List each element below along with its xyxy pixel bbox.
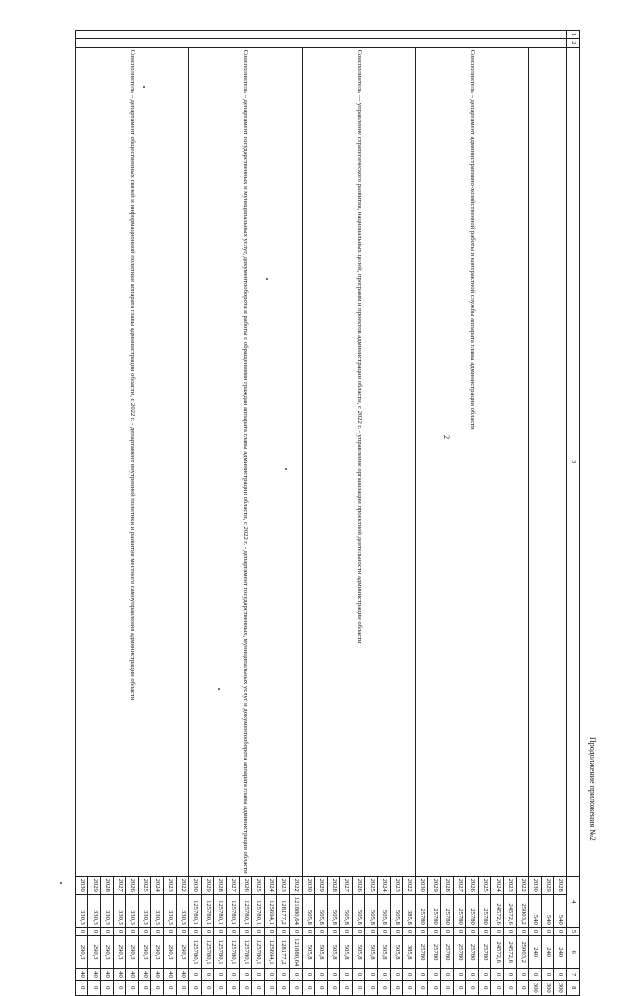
col-4-total-cell: 125694,1	[264, 894, 277, 927]
year-cell: 2029	[541, 876, 554, 894]
col-7-cell: 0	[277, 969, 290, 981]
scan-speck	[143, 86, 145, 88]
col-8-cell: 0	[491, 980, 504, 995]
year-cell: 2025	[365, 876, 378, 894]
col-8-cell: 0	[415, 980, 428, 995]
col-7-cell: 40	[126, 969, 139, 981]
col-8-cell: 0	[264, 980, 277, 995]
col-4-total-cell: 540	[541, 894, 554, 927]
col-6-cell: 505,8	[390, 936, 403, 969]
col-4-total-cell: 121880,64	[289, 894, 302, 927]
col-6-cell: 24572,6	[491, 936, 504, 969]
col-5-cell: 0	[516, 927, 529, 935]
year-cell: 2026	[352, 876, 365, 894]
col-6-cell: 128177,2	[277, 936, 290, 969]
col-8-cell: 0	[289, 980, 302, 995]
col-5-cell: 0	[554, 927, 567, 935]
col-7-cell: 0	[378, 969, 391, 981]
col-6-cell: 25780	[441, 936, 454, 969]
col-7-cell: 40	[151, 969, 164, 981]
col-7-cell: 0	[189, 969, 202, 981]
col-4-total-cell: 505,8	[302, 894, 315, 927]
col-7-cell: 0	[428, 969, 441, 981]
co-executor-description: Соисполнитель – департамент государственных и муниципальных услуг, документооборота и работы с обращениями граждан аппарата главы администрации области, с 2022 г. - департамент государственных, муниципальных услуг и документооборота аппарата главы администрации области	[189, 47, 302, 876]
col-7-cell: 0	[516, 969, 529, 981]
col-5-cell: 0	[378, 927, 391, 935]
col-4-total-cell: 128177,2	[277, 894, 290, 927]
header-col-6: 6	[567, 936, 580, 969]
col-7-cell: 0	[352, 969, 365, 981]
col-6-cell: 505,8	[340, 936, 353, 969]
header-col-7: 7	[567, 969, 580, 981]
col-6-cell: 290,3	[88, 936, 101, 969]
col-8-cell: 0	[378, 980, 391, 995]
year-cell: 2023	[390, 876, 403, 894]
col-5-cell: 0	[226, 927, 239, 935]
header-col-8: 8	[567, 980, 580, 995]
col-8-cell: 0	[239, 980, 252, 995]
col-8-cell: 0	[504, 980, 517, 995]
col-6-cell: 290,3	[164, 936, 177, 969]
year-cell: 2028	[101, 876, 114, 894]
year-cell: 2030	[302, 876, 315, 894]
year-cell: 2022	[176, 876, 189, 894]
header-col-1: 1	[567, 31, 580, 39]
col-6-cell: 290,3	[126, 936, 139, 969]
col-6-cell: 290,3	[151, 936, 164, 969]
col-8-cell: 0	[176, 980, 189, 995]
col-5-cell: 0	[138, 927, 151, 935]
col-5-cell: 0	[327, 927, 340, 935]
col-5-cell: 0	[428, 927, 441, 935]
col-4-total-cell: 24572,6	[504, 894, 517, 927]
col-4-total-cell: 330,3	[101, 894, 114, 927]
rotated-content	[13, 22, 603, 993]
col-5-cell: 0	[441, 927, 454, 935]
header-col-2: 2	[567, 39, 580, 47]
col-4-total-cell: 505,8	[340, 894, 353, 927]
col-8-cell: 0	[466, 980, 479, 995]
year-cell: 2030	[529, 876, 542, 894]
col-8-cell: 0	[390, 980, 403, 995]
col-7-cell: 0	[453, 969, 466, 981]
col-5-cell: 0	[302, 927, 315, 935]
table-row	[176, 31, 189, 996]
year-cell: 2023	[277, 876, 290, 894]
col-8-cell: 0	[113, 980, 126, 995]
col-7-cell: 40	[113, 969, 126, 981]
col-4-total-cell: 24572,6	[491, 894, 504, 927]
table-body	[75, 31, 579, 996]
col-4-total-cell: 125780,1	[226, 894, 239, 927]
col-5-cell: 0	[277, 927, 290, 935]
col-4-total-cell: 25003,2	[516, 894, 529, 927]
col-4-total-cell: 125780,1	[214, 894, 227, 927]
col-7-cell: 0	[340, 969, 353, 981]
col-4-total-cell: 330,3	[151, 894, 164, 927]
col-7-cell: 0	[239, 969, 252, 981]
co-executor-description: Соисполнитель – департамент административно-хозяйственной работы и контрактной службы аппарата главы администрации области	[415, 47, 528, 876]
year-cell: 2024	[378, 876, 391, 894]
appendix-caption: Продолжение приложения №2	[588, 737, 597, 841]
col-5-cell: 0	[541, 927, 554, 935]
year-cell: 2025	[478, 876, 491, 894]
col-4-total-cell: 540	[529, 894, 542, 927]
year-cell: 2027	[113, 876, 126, 894]
col-8-cell: 0	[428, 980, 441, 995]
col-4-total-cell: 330,3	[176, 894, 189, 927]
col-5-cell: 0	[390, 927, 403, 935]
col-7-cell: 0	[541, 969, 554, 981]
table-row	[554, 31, 567, 996]
col-6-cell: 25780	[428, 936, 441, 969]
col-7-cell: 0	[491, 969, 504, 981]
col-4-total-cell: 125780,1	[252, 894, 265, 927]
col-6-cell: 25780	[415, 936, 428, 969]
col-6-cell: 125780,1	[252, 936, 265, 969]
col-5-cell: 0	[415, 927, 428, 935]
col-4-total-cell: 125780,1	[239, 894, 252, 927]
col-4-total-cell: 25780	[415, 894, 428, 927]
col-8-cell: 0	[201, 980, 214, 995]
year-cell: 2024	[491, 876, 504, 894]
col-6-cell: 505,8	[352, 936, 365, 969]
col-4-total-cell: 25780	[428, 894, 441, 927]
col-4-total-cell: 330,3	[88, 894, 101, 927]
year-cell: 2025	[252, 876, 265, 894]
co-executor-description	[529, 47, 567, 876]
year-cell: 2022	[289, 876, 302, 894]
col-5-cell: 0	[289, 927, 302, 935]
col-4-total-cell: 330,3	[126, 894, 139, 927]
year-cell: 2030	[75, 876, 88, 894]
col-7-cell: 0	[327, 969, 340, 981]
year-cell: 2029	[88, 876, 101, 894]
col-4-total-cell: 540	[554, 894, 567, 927]
header-col-3: 3	[567, 47, 580, 876]
col-4-total-cell: 505,8	[315, 894, 328, 927]
col-5-cell: 0	[151, 927, 164, 935]
col-5-cell: 0	[75, 927, 88, 935]
col-7-cell: 0	[466, 969, 479, 981]
col-7-cell: 0	[390, 969, 403, 981]
year-cell: 2026	[126, 876, 139, 894]
col-2-cell	[75, 39, 566, 47]
col-7-cell: 0	[214, 969, 227, 981]
col-4-total-cell: 25780	[441, 894, 454, 927]
col-5-cell: 0	[252, 927, 265, 935]
col-5-cell: 0	[176, 927, 189, 935]
year-cell: 2027	[226, 876, 239, 894]
col-6-cell: 290,3	[75, 936, 88, 969]
col-5-cell: 0	[466, 927, 479, 935]
col-5-cell: 0	[352, 927, 365, 935]
year-cell: 2030	[415, 876, 428, 894]
col-5-cell: 0	[504, 927, 517, 935]
col-5-cell: 0	[478, 927, 491, 935]
col-6-cell: 125694,1	[264, 936, 277, 969]
col-6-cell: 25780	[453, 936, 466, 969]
col-5-cell: 0	[403, 927, 416, 935]
col-8-cell: 0	[478, 980, 491, 995]
col-6-cell: 25780	[478, 936, 491, 969]
col-8-cell: 0	[277, 980, 290, 995]
year-cell: 2023	[164, 876, 177, 894]
col-8-cell: 0	[302, 980, 315, 995]
year-cell: 2022	[516, 876, 529, 894]
year-cell: 2028	[554, 876, 567, 894]
col-8-cell: 0	[403, 980, 416, 995]
col-8-cell: 0	[151, 980, 164, 995]
year-cell: 2029	[315, 876, 328, 894]
col-8-cell: 0	[164, 980, 177, 995]
col-4-total-cell: 505,8	[352, 894, 365, 927]
col-8-cell: 0	[252, 980, 265, 995]
col-4-total-cell: 385,8	[403, 894, 416, 927]
col-8-cell: 300	[529, 980, 542, 995]
scan-speck	[266, 278, 268, 280]
col-6-cell: 125780,1	[189, 936, 202, 969]
budget-table	[75, 30, 580, 996]
col-7-cell: 40	[101, 969, 114, 981]
col-8-cell: 0	[226, 980, 239, 995]
col-8-cell: 0	[75, 980, 88, 995]
col-5-cell: 0	[264, 927, 277, 935]
col-5-cell: 0	[365, 927, 378, 935]
col-7-cell: 40	[138, 969, 151, 981]
col-5-cell: 0	[113, 927, 126, 935]
col-8-cell: 0	[126, 980, 139, 995]
col-4-total-cell: 25780	[466, 894, 479, 927]
year-cell: 2022	[403, 876, 416, 894]
col-7-cell: 40	[164, 969, 177, 981]
col-6-cell: 505,8	[315, 936, 328, 969]
col-6-cell: 290,3	[101, 936, 114, 969]
col-5-cell: 0	[101, 927, 114, 935]
col-6-cell: 125780,1	[214, 936, 227, 969]
col-8-cell: 0	[365, 980, 378, 995]
col-6-cell: 25780	[466, 936, 479, 969]
year-cell: 2024	[151, 876, 164, 894]
col-7-cell: 0	[289, 969, 302, 981]
col-7-cell: 0	[365, 969, 378, 981]
col-6-cell: 290,3	[176, 936, 189, 969]
col-5-cell: 0	[214, 927, 227, 935]
col-6-cell: 290,3	[113, 936, 126, 969]
col-4-total-cell: 25780	[478, 894, 491, 927]
scan-speck	[60, 882, 62, 884]
col-7-cell: 0	[415, 969, 428, 981]
col-7-cell: 0	[302, 969, 315, 981]
year-cell: 2029	[428, 876, 441, 894]
col-6-cell: 290,3	[138, 936, 151, 969]
col-4-total-cell: 505,8	[327, 894, 340, 927]
col-7-cell: 0	[478, 969, 491, 981]
year-cell: 2028	[214, 876, 227, 894]
col-8-cell: 0	[101, 980, 114, 995]
year-cell: 2028	[441, 876, 454, 894]
col-6-cell: 240	[541, 936, 554, 969]
year-cell: 2027	[453, 876, 466, 894]
col-6-cell: 125780,1	[226, 936, 239, 969]
col-5-cell: 0	[239, 927, 252, 935]
col-7-cell: 0	[504, 969, 517, 981]
header-col-5: 5	[567, 927, 580, 935]
col-4-total-cell: 330,3	[113, 894, 126, 927]
col-7-cell: 0	[201, 969, 214, 981]
col-8-cell: 0	[138, 980, 151, 995]
col-7-cell: 0	[529, 969, 542, 981]
table-row	[516, 31, 529, 996]
col-5-cell: 0	[126, 927, 139, 935]
col-4-total-cell: 505,8	[378, 894, 391, 927]
year-cell: 2023	[504, 876, 517, 894]
table-row	[403, 31, 416, 996]
year-cell: 2024	[264, 876, 277, 894]
col-5-cell: 0	[453, 927, 466, 935]
col-6-cell: 121880,64	[289, 936, 302, 969]
col-8-cell: 0	[352, 980, 365, 995]
year-cell: 2026	[239, 876, 252, 894]
col-8-cell: 0	[441, 980, 454, 995]
col-6-cell: 24572,6	[504, 936, 517, 969]
col-8-cell: 300	[541, 980, 554, 995]
col-4-total-cell: 125780,1	[189, 894, 202, 927]
col-7-cell: 0	[315, 969, 328, 981]
col-6-cell: 505,8	[302, 936, 315, 969]
col-4-total-cell: 330,3	[75, 894, 88, 927]
scan-speck	[285, 468, 287, 470]
col-6-cell: 385,8	[403, 936, 416, 969]
header-col-4: 4	[567, 876, 580, 927]
year-cell: 2028	[327, 876, 340, 894]
col-8-cell: 0	[516, 980, 529, 995]
page-number: 2	[442, 435, 451, 439]
col-8-cell: 300	[554, 980, 567, 995]
col-7-cell: 40	[88, 969, 101, 981]
col-7-cell: 0	[403, 969, 416, 981]
col-4-total-cell: 25780	[453, 894, 466, 927]
col-7-cell: 0	[441, 969, 454, 981]
col-8-cell: 0	[189, 980, 202, 995]
year-cell: 2027	[340, 876, 353, 894]
col-5-cell: 0	[164, 927, 177, 935]
col-5-cell: 0	[491, 927, 504, 935]
col-7-cell: 0	[226, 969, 239, 981]
col-8-cell: 0	[88, 980, 101, 995]
col-5-cell: 0	[201, 927, 214, 935]
year-cell: 2026	[466, 876, 479, 894]
col-7-cell: 0	[554, 969, 567, 981]
col-4-total-cell: 330,3	[138, 894, 151, 927]
col-4-total-cell: 505,8	[365, 894, 378, 927]
col-7-cell: 0	[264, 969, 277, 981]
col-5-cell: 0	[189, 927, 202, 935]
year-cell: 2030	[189, 876, 202, 894]
col-6-cell: 505,8	[365, 936, 378, 969]
col-7-cell: 0	[252, 969, 265, 981]
header-row	[567, 31, 580, 996]
col-5-cell: 0	[340, 927, 353, 935]
col-8-cell: 0	[315, 980, 328, 995]
col-6-cell: 125780,1	[239, 936, 252, 969]
col-8-cell: 0	[214, 980, 227, 995]
co-executor-description: Соисполнитель — управление стратегического развития, национальных целей, программ и проектов администрации области, с 2022 г. - управление организации проектной деятельности администрации области	[302, 47, 415, 876]
col-6-cell: 25003,2	[516, 936, 529, 969]
year-cell: 2025	[138, 876, 151, 894]
col-1-cell	[75, 31, 566, 39]
scan-speck	[218, 688, 220, 690]
col-7-cell: 40	[176, 969, 189, 981]
col-6-cell: 125780,1	[201, 936, 214, 969]
col-7-cell: 40	[75, 969, 88, 981]
table-row	[289, 31, 302, 996]
col-4-total-cell: 330,3	[164, 894, 177, 927]
col-8-cell: 0	[340, 980, 353, 995]
col-6-cell: 505,8	[378, 936, 391, 969]
col-6-cell: 240	[554, 936, 567, 969]
col-4-total-cell: 125780,1	[201, 894, 214, 927]
col-8-cell: 0	[453, 980, 466, 995]
co-executor-description: Соисполнитель – департамент общественных связей и информационной политики аппарата главы администрации области, с 2022 г. - департамент внутренней политики и развития местного самоуправления администрации области	[75, 47, 188, 876]
col-6-cell: 505,8	[327, 936, 340, 969]
year-cell: 2029	[201, 876, 214, 894]
col-5-cell: 0	[529, 927, 542, 935]
col-6-cell: 240	[529, 936, 542, 969]
col-4-total-cell: 505,8	[390, 894, 403, 927]
col-5-cell: 0	[315, 927, 328, 935]
col-5-cell: 0	[88, 927, 101, 935]
col-8-cell: 0	[327, 980, 340, 995]
